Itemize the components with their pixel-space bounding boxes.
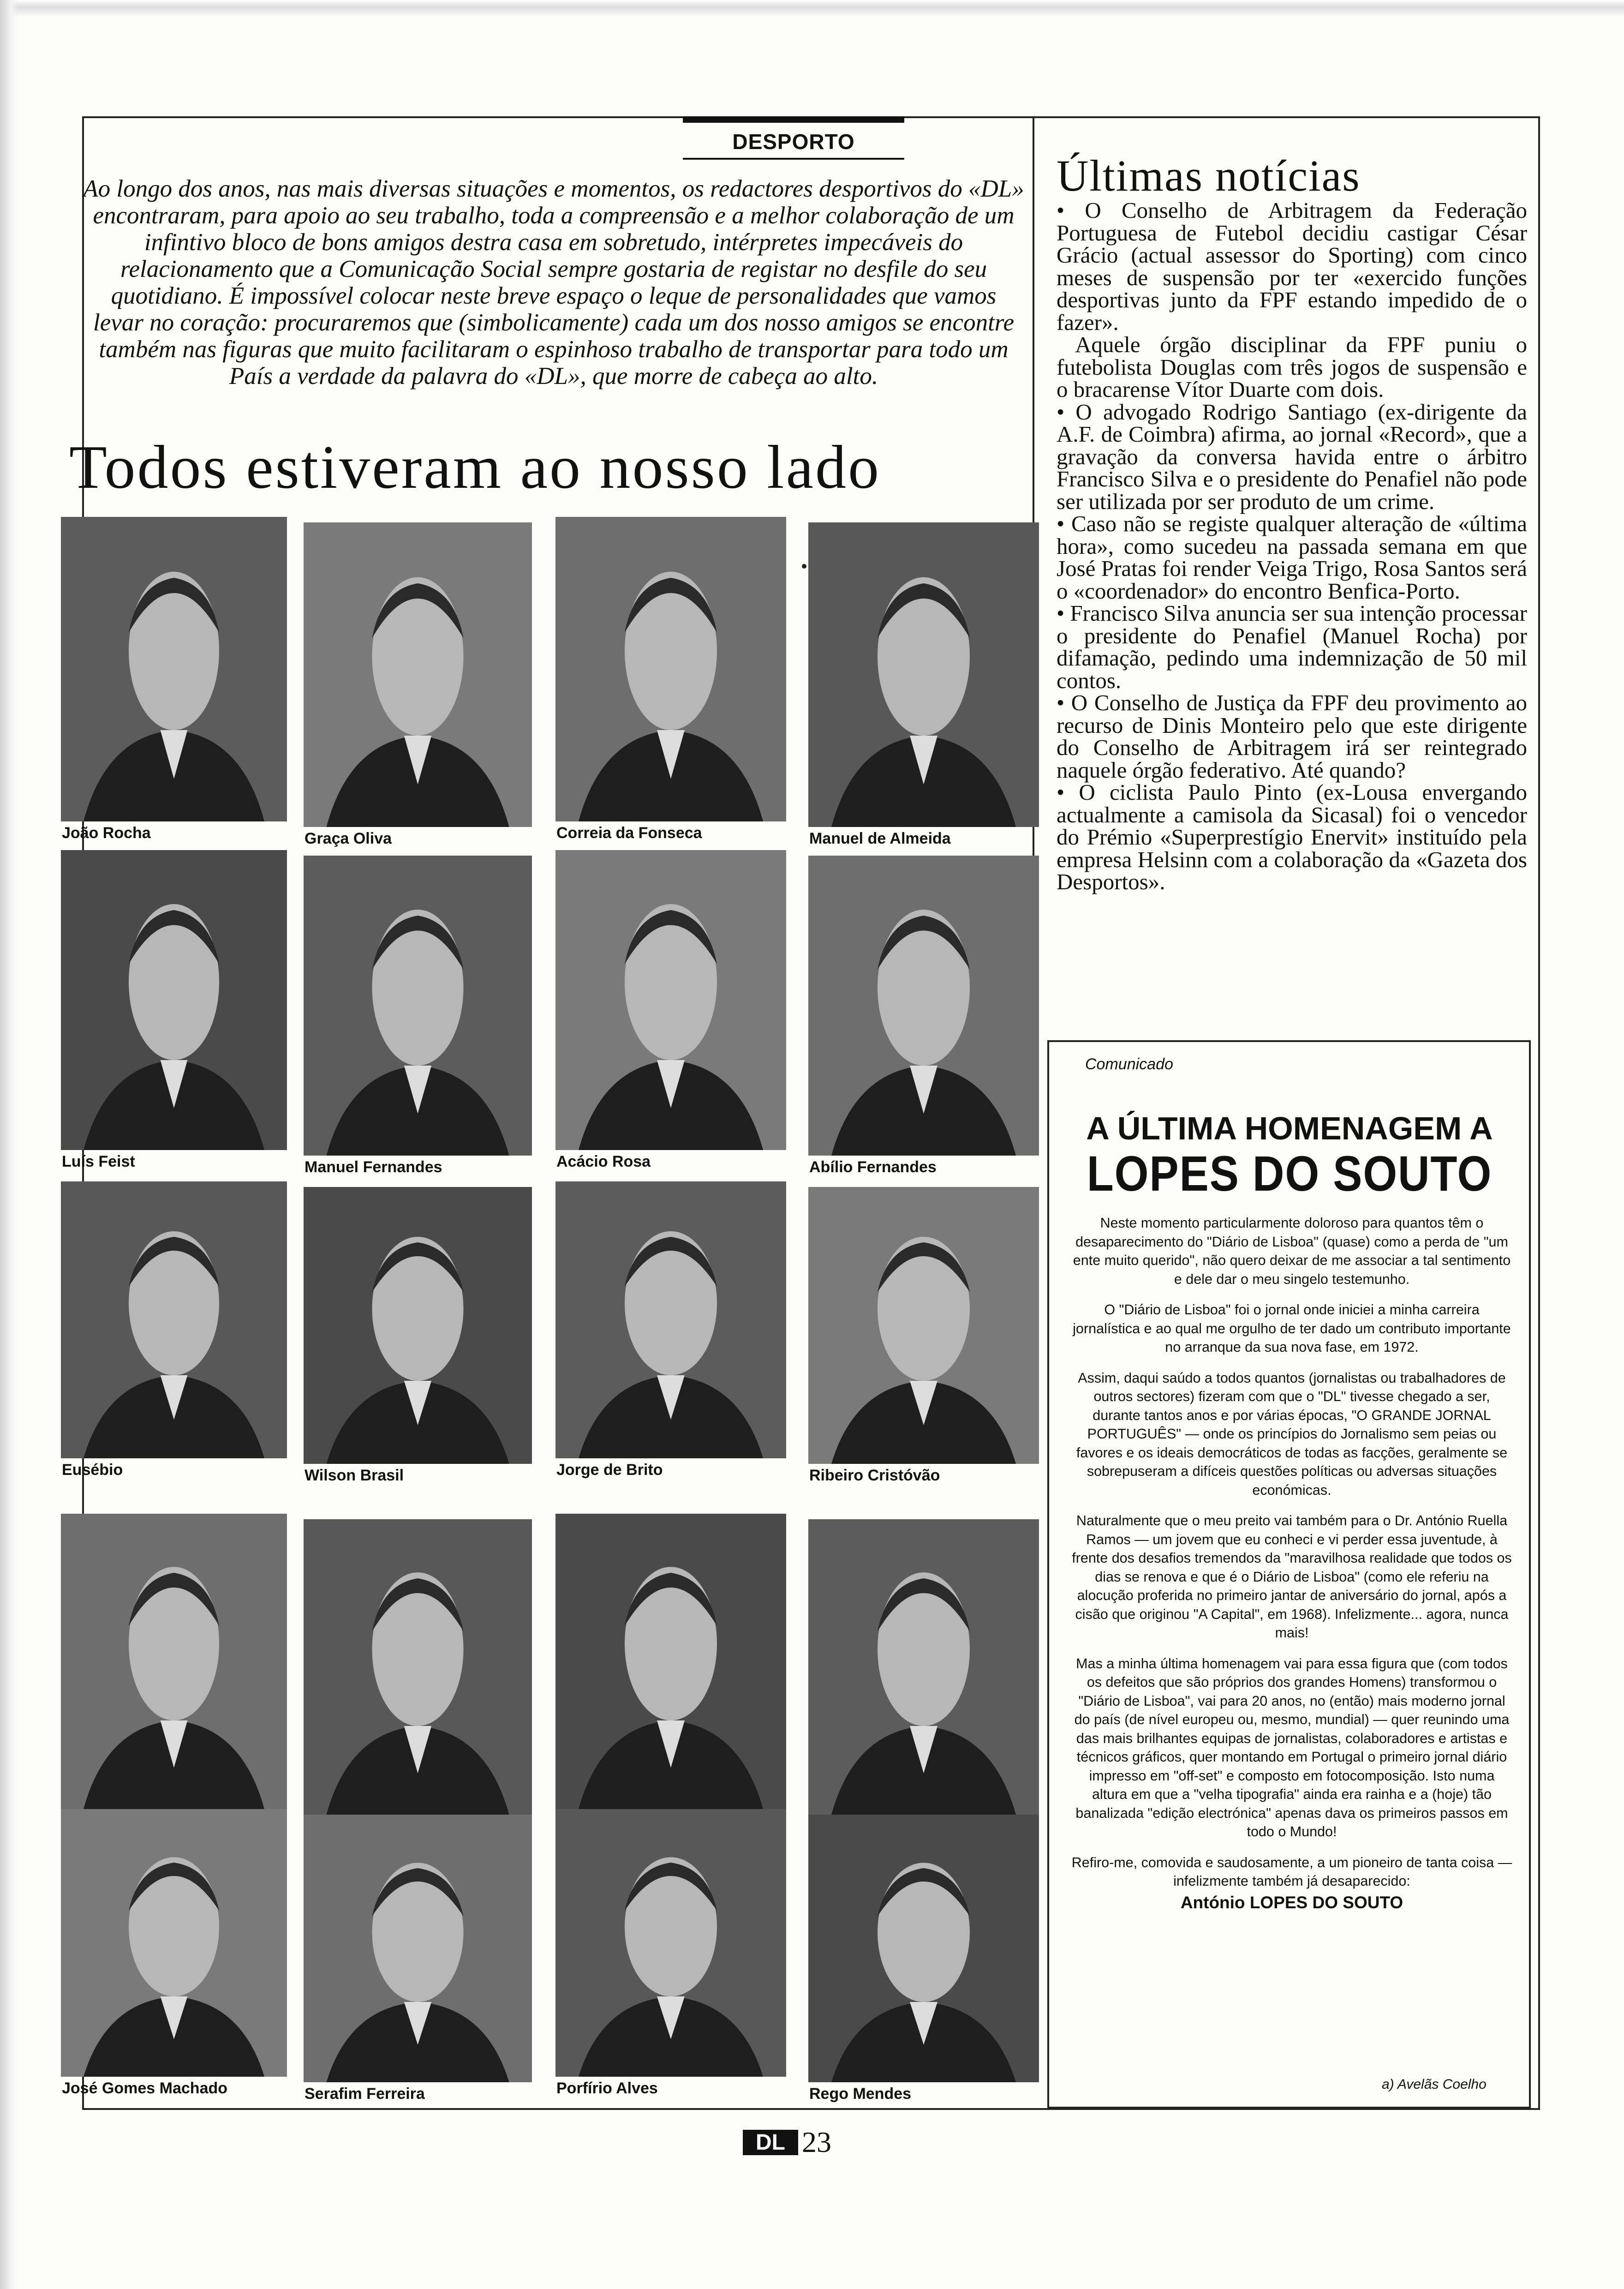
portrait-photo [304,522,532,827]
comunicado-credit: a) Avelãs Coelho [1382,2077,1487,2092]
comunicado-paragraph: O "Diário de Lisboa" foi o jornal onde iniciei a minha carreira jornalística e ao qual me orgulho de ter dado um contributo importante no arranque da sua nova fase, em 1972. [1073,1302,1511,1355]
comunicado-signature: António LOPES DO SOUTO [1180,1893,1403,1912]
portrait-silhouette [555,1809,786,2077]
portrait-photo [808,1187,1039,1464]
comunicado-paragraph: Assim, daqui saúdo a todos quantos (jornalistas ou trabalhadores de outros sectores) fizeram com que o "DL" tivesse chegado a ser, durante tantos anos e por várias épocas, "O GRANDE JORNAL PORTUGUÊS" — onde os princípios do Jornalismo sem peias ou favores e os ideais democráticos de todas as facções, geralmente se sobrepuseram a difíceis questões políticas ou adversas situações económicas. [1076,1370,1508,1498]
portrait-photo [555,1181,786,1458]
news-item: • O Conselho de Arbitragem da Federação Portuguesa de Futebol decidiu castigar César Grácio (actual assessor do Sporting) com cinco meses de suspensão por ter «exercido funções desportivas junto da FPF estando impedido de o fazer». [1057,198,1527,335]
headline: Todos estiveram ao nosso lado [69,433,881,501]
portrait-photo [61,517,287,821]
comunicado-heading: A ÚLTIMA HOMENAGEM A [1086,1110,1493,1146]
portrait-silhouette [808,1519,1039,1815]
portrait-silhouette [61,850,287,1150]
portrait-photo [304,856,532,1156]
section-rule [683,158,904,160]
portrait-caption: Abílio Fernandes [809,1158,937,1176]
portrait-silhouette [61,1514,287,1809]
portrait-silhouette [555,1514,786,1809]
portrait-photo [555,1514,786,1809]
portrait-caption: Rego Mendes [809,2085,912,2103]
portrait-caption: Wilson Brasil [304,1467,404,1484]
comunicado-paragraph: Neste momento particularmente doloroso para quantos têm o desaparecimento do "Diário de Lisboa" (quase) como a perda de "um ente muito querido", não quero deixar de me associar a tal sentimento e dele dar o meu singelo testemunho. [1073,1215,1511,1287]
page-number: 23 [802,2126,831,2158]
portrait-silhouette [304,1519,532,1815]
portrait-photo [61,1809,287,2077]
portrait-photo [555,517,786,821]
news-item: Aquele órgão disciplinar da FPF puniu o futebolista Douglas com três jogos de suspensão e o bracarense Vítor Duarte com dois. [1057,332,1527,402]
section-bar [683,116,904,123]
portrait-photo [808,1519,1039,1815]
news-item: • Caso não se registe qualquer alteração de «última hora», como sucedeu na passada semana em que José Pratas foi render Veiga Trigo, Rosa Santos será o «coordenador» do encontro Benfica-Porto. [1057,511,1527,604]
news-item: • O ciclista Paulo Pinto (ex-Lousa envergando actualmente a camisola da Sicasal) foi o vencedor do Prémio «Superprestígio Enervit» instituído pela empresa Helsinn com a colaboração da «Gazeta dos Desportos». [1057,779,1527,894]
comunicado-paragraph: Refiro-me, comovida e saudosamente, a um pioneiro de tanta coisa — infelizmente também já desaparecido: [1071,1854,1512,1889]
portrait-caption: José Gomes Machado [62,2079,228,2097]
intro-paragraph: Ao longo dos anos, nas mais diversas situações e momentos, os redactores desportivos do «DL» encontraram, para apoio ao seu trabalho, toda a compreensão e a melhor colaboração de um infintivo bloco de bons amigos destra casa em sobretudo, intérpretes impecáveis do relacionamento que a Comunicação Social sempre gostaria de registar no desfile do seu quotidiano. É impossível colocar neste breve espaço o leque de personalidades que vamos levar no coração: procuraremos que (simbolicamente) cada um dos nosso amigos se encontre também nas figuras que muito facilitaram o espinhoso trabalho de transportar para todo um País a verdade da palavra do «DL», que morre de cabeça ao alto. [83,175,1024,389]
portrait-caption: Acácio Rosa [556,1153,651,1170]
portrait-caption: Porfírio Alves [556,2079,658,2097]
portrait-silhouette [555,850,786,1150]
portrait-photo [808,522,1039,827]
portrait-caption: João Rocha [62,824,151,842]
portrait-caption: Manuel de Almeida [809,830,951,847]
portrait-photo [61,850,287,1150]
portrait-photo [304,1815,532,2082]
ink-dot [802,564,806,569]
news-title: Últimas notícias [1057,151,1361,200]
portrait-photo [555,850,786,1150]
section-title: DESPORTO [732,130,855,154]
portrait-photo [61,1181,287,1458]
portrait-silhouette [808,856,1039,1156]
portrait-caption: Correia da Fonseca [556,824,702,842]
comunicado-name-heading: LOPES DO SOUTO [1087,1145,1493,1201]
portrait-caption: Graça Oliva [304,830,392,847]
portrait-caption: Ribeiro Cristóvão [809,1467,940,1484]
portrait-silhouette [304,1187,532,1464]
portrait-caption: Manuel Fernandes [304,1158,442,1176]
portrait-silhouette [555,1181,786,1458]
portrait-caption: Luís Feist [62,1153,135,1170]
portrait-silhouette [808,1815,1039,2082]
portrait-silhouette [61,1809,287,2077]
portrait-caption: Serafim Ferreira [304,2085,425,2103]
portrait-photo [808,856,1039,1156]
news-item: • Francisco Silva anuncia ser sua intenção processar o presidente do Penafiel (Manuel Rocha) por difamação, pedindo uma indemnização de 50 mil contos. [1057,600,1527,693]
comunicado-label: Comunicado [1085,1055,1173,1073]
portrait-silhouette [808,1187,1039,1464]
news-list [1057,199,1527,893]
portrait-silhouette [61,1181,287,1458]
news-item: • O Conselho de Justiça da FPF deu provimento ao recurso de Dinis Monteiro pelo que este dirigente do Conselho de Arbitragem irá ser reintegrado naquele órgão federativo. Até quando? [1057,690,1527,783]
page-top-edge [0,0,1624,18]
comunicado-paragraph: Mas a minha última homenagem vai para essa figura que (com todos os defeitos que são próprios dos grandes Homens) transformou o "Diário de Lisboa", vai para 20 anos, no (então) mais moderno jornal do país (de nível europeu ou, mesmo, mundial) — quer reunindo uma das mais brilhantes equipas de jornalistas, colaboradores e artistas e técnicos gráficos, quer montando em Portugal o primeiro jornal diário impresso em "off-set" e composto em fotocomposição. Isto numa altura em que a "velha tipografia" ainda era rainha e a (hoje) tão banalizada "edição electrónica" apenas dava os primeiros passos em todo o Mundo! [1074,1655,1510,1840]
portrait-silhouette [555,517,786,821]
portrait-silhouette [304,856,532,1156]
dl-logo: DL [743,2130,798,2155]
portrait-photo [304,1519,532,1815]
comunicado-body [1070,1214,1513,1912]
page-left-edge [0,0,18,2289]
portrait-silhouette [304,522,532,827]
portrait-silhouette [61,517,287,821]
portrait-silhouette [304,1815,532,2082]
portrait-silhouette [808,522,1039,827]
portrait-photo [304,1187,532,1464]
portrait-photo [808,1815,1039,2082]
portrait-caption: Eusébio [62,1461,123,1479]
comunicado-paragraph: Naturalmente que o meu preito vai também para o Dr. António Ruella Ramos — um jovem que eu conheci e vi perder essa juventude, à frente dos desafios tremendos da "maravilhosa realidade que todos os dias se renova e que é o Diário de Lisboa" (como ele referiu na alocução proferida no primeiro jantar de aniversário do jornal, após a cisão que originou "A Capital", em 1968). Infelizmente... agora, nunca mais! [1072,1513,1512,1641]
news-item: • O advogado Rodrigo Santiago (ex-dirigente da A.F. de Coimbra) afirma, ao jornal «Record», que a gravação da conversa havida entre o árbitro Francisco Silva e o presidente do Penafiel não pode ser utilizada por ser produto de um crime. [1057,399,1527,514]
portrait-caption: Jorge de Brito [556,1461,663,1479]
portrait-photo [61,1514,287,1809]
portrait-photo [555,1809,786,2077]
